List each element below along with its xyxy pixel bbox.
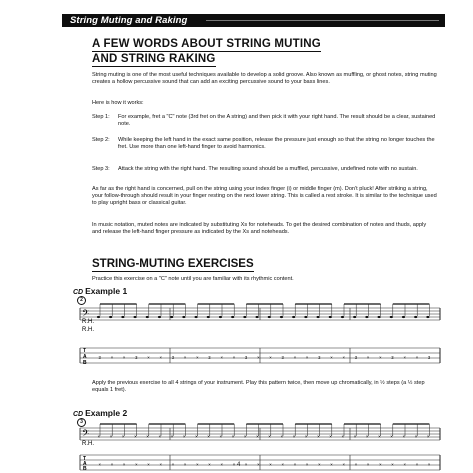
note-head <box>414 316 417 318</box>
cd-icon: CD <box>73 289 84 296</box>
tab-mark: × <box>403 462 406 467</box>
muted-note-head: × <box>256 434 259 439</box>
muted-note-head: × <box>134 434 137 439</box>
muted-note-head: × <box>219 434 223 439</box>
muted-note-head: × <box>195 434 198 439</box>
tab-mark: × <box>135 462 138 467</box>
note-head <box>402 316 405 318</box>
example-2-tab-t: T <box>83 456 87 462</box>
example-1-tab-a: A <box>83 354 87 360</box>
tab-mark: 3 <box>208 355 211 360</box>
example-2-staff <box>80 424 440 470</box>
step-1-text: For example, fret a "C" note (3rd fret on the A string) and then pick it with your right hand. The result should be a clear, sustained note. <box>118 114 436 128</box>
step-3-label: Step 3: <box>92 166 110 172</box>
example-1-track-number: 2 <box>77 296 86 305</box>
example-2-tab-b: B <box>83 466 87 472</box>
note-head <box>146 316 149 318</box>
tab-mark: × <box>293 355 297 360</box>
tab-mark: × <box>257 355 260 360</box>
tab-mark: × <box>415 462 419 467</box>
tab-mark: × <box>220 355 223 360</box>
muted-note-head: × <box>390 434 393 439</box>
tab-mark: × <box>293 462 297 467</box>
tab-mark: 3 <box>135 355 138 360</box>
muted-note-head: × <box>207 434 210 439</box>
muted-note-head: × <box>231 434 235 439</box>
muted-note-head: × <box>329 434 332 439</box>
note-head <box>158 316 161 318</box>
tab-mark: × <box>354 462 358 467</box>
tab-mark: × <box>427 462 431 467</box>
note-head <box>304 316 307 318</box>
muted-note-head: × <box>402 434 406 439</box>
example-1-staff <box>80 304 440 363</box>
muted-note-head: × <box>426 434 430 439</box>
example-2-title: Example 2 <box>85 408 128 418</box>
tab-mark: × <box>391 462 394 467</box>
note-head <box>256 316 259 318</box>
header-rule <box>206 20 439 21</box>
tab-mark: × <box>171 462 175 467</box>
tab-mark: × <box>232 462 236 467</box>
muted-note-head: × <box>268 434 271 439</box>
tab-mark: × <box>366 462 370 467</box>
note-head <box>378 316 381 318</box>
note-head <box>109 316 112 318</box>
muted-note-head: × <box>292 434 296 439</box>
tab-mark: 3 <box>171 355 175 360</box>
example-1-tab-t: T <box>83 348 87 354</box>
tab-mark: × <box>403 355 406 360</box>
tab-mark: × <box>269 355 272 360</box>
muted-note-head: × <box>121 434 125 439</box>
tab-mark: 3 <box>318 355 321 360</box>
muted-note-head: × <box>146 434 149 439</box>
bass-clef-icon: 𝄢 <box>82 309 90 321</box>
main-heading-line1: A FEW WORDS ABOUT STRING MUTING <box>92 38 321 50</box>
tab-mark: 3 <box>391 355 394 360</box>
tab-mark: × <box>281 462 284 467</box>
tab-mark: × <box>110 462 114 467</box>
note-head <box>329 316 332 318</box>
tab-mark: × <box>196 355 199 360</box>
tab-mark: × <box>318 462 321 467</box>
muted-note-head: × <box>182 434 186 439</box>
tab-mark: × <box>122 462 126 467</box>
note-head <box>268 316 271 318</box>
tab-mark: × <box>366 355 370 360</box>
section-header-bar <box>62 14 445 27</box>
tab-mark: × <box>159 462 162 467</box>
example-1-title: Example 1 <box>85 286 128 296</box>
tab-mark: × <box>159 355 162 360</box>
step-3-text: Attack the string with the right hand. The resulting sound should be a muffled, percussive, undefined note with no sustain. <box>118 166 418 172</box>
tab-mark: × <box>183 355 187 360</box>
tab-mark: × <box>330 462 333 467</box>
tab-mark: 3 <box>427 355 431 360</box>
muted-note-head: × <box>378 434 381 439</box>
note-head <box>365 316 368 318</box>
note-head <box>207 316 210 318</box>
note-head <box>182 316 185 318</box>
example-2-tab-a: A <box>83 461 87 467</box>
muted-note-head: × <box>243 434 247 439</box>
muted-note-head: × <box>280 434 284 439</box>
notation-paragraph: In music notation, muted notes are indicated by substituting Xs for noteheads. To get the desired combination of notes and thuds, apply and release the left-hand finger pressure as indicated by the Xs and noteheads. <box>92 222 427 236</box>
muted-note-head: × <box>341 434 345 439</box>
step-2-label: Step 2: <box>92 137 110 143</box>
tab-mark: × <box>220 462 223 467</box>
how-it-works-label: Here is how it works: <box>92 100 144 106</box>
main-heading-line2: AND STRING RAKING <box>92 53 216 65</box>
muted-note-head: × <box>158 434 162 439</box>
muted-note-head: × <box>365 434 369 439</box>
tab-mark: × <box>269 462 272 467</box>
tab-mark: × <box>257 462 260 467</box>
note-head <box>426 316 429 318</box>
example-2-track-number: 3 <box>77 418 86 427</box>
tab-mark: × <box>110 355 114 360</box>
tab-mark: × <box>342 355 345 360</box>
tab-mark: × <box>379 462 382 467</box>
example-1-tab-b: B <box>83 360 87 366</box>
note-head <box>390 316 393 318</box>
exercises-heading: STRING-MUTING EXERCISES <box>92 258 254 270</box>
muted-note-head: × <box>97 434 101 439</box>
note-head <box>231 316 234 318</box>
tab-mark: 3 <box>281 355 284 360</box>
tab-mark: × <box>122 355 126 360</box>
note-head <box>170 316 173 318</box>
note-head <box>121 316 124 318</box>
step-2-text: While keeping the left hand in the exact same position, release the pressure just enough so that the string no longer touches the fret. Use more than one left-hand finger to avoid harmonics. <box>118 137 435 151</box>
tab-mark: 3 <box>244 355 248 360</box>
tab-mark: × <box>415 355 419 360</box>
tab-mark: × <box>342 462 345 467</box>
muted-note-head: × <box>317 434 320 439</box>
tab-mark: × <box>147 355 150 360</box>
between-examples-paragraph: Apply the previous exercise to all 4 strings of your instrument. Play this pattern twice, then move up chromatically, in ½ steps (a ½ step equals 1 fret). <box>92 380 425 394</box>
bass-clef-icon: 𝄢 <box>82 429 90 441</box>
example-1-notation <box>0 300 473 380</box>
note-head <box>195 316 198 318</box>
section-header-title: String Muting and Raking <box>70 15 188 26</box>
tab-mark: 3 <box>354 355 358 360</box>
note-head <box>243 316 246 318</box>
step-1-label: Step 1: <box>92 114 110 120</box>
tab-mark: 3 <box>98 355 101 360</box>
tab-mark: × <box>379 355 382 360</box>
right-hand-paragraph: As far as the right hand is concerned, pull on the string using your index finger (i) or middle finger (m). Don't pluck! After striking a string, your follow-through should result in your finger resting on the next lower string. This is called a rest stroke. It is similar to the technique used to play upright bass or classical guitar. <box>92 186 437 207</box>
note-head <box>317 316 320 318</box>
intro-paragraph: String muting is one of the most useful techniques available to develop a solid groove. Also known as muffling, or ghost notes, string muting creates a hollow percussive sound that can add an exciting percussive sound to your bass lines. <box>92 72 437 86</box>
note-head <box>280 316 283 318</box>
note-head <box>341 316 344 318</box>
example-2-rh-label: R.H. <box>82 441 94 447</box>
tab-mark: × <box>98 462 101 467</box>
note-head <box>219 316 222 318</box>
tab-mark: × <box>305 462 309 467</box>
note-head <box>134 316 137 318</box>
muted-note-head: × <box>170 434 174 439</box>
tab-mark: × <box>147 462 150 467</box>
example-2-label <box>73 408 127 418</box>
page-number: 4 <box>237 462 241 468</box>
example-1-rh-label-2: R.H. <box>82 327 94 333</box>
example-1-label <box>73 286 127 296</box>
cd-icon: CD <box>73 411 84 418</box>
muted-note-head: × <box>414 434 418 439</box>
tab-mark: × <box>196 462 199 467</box>
note-head <box>353 316 356 318</box>
tab-mark: × <box>183 462 187 467</box>
tab-mark: × <box>244 462 248 467</box>
muted-note-head: × <box>353 434 357 439</box>
tab-mark: × <box>232 355 236 360</box>
tab-mark: × <box>330 355 333 360</box>
muted-note-head: × <box>109 434 113 439</box>
example-1-rh-label: R.H. <box>82 319 94 325</box>
tab-mark: × <box>305 355 309 360</box>
note-head <box>97 316 100 318</box>
tab-mark: × <box>208 462 211 467</box>
practice-instruction: Practice this exercise on a "C" note until you are familiar with its rhythmic content. <box>92 276 294 282</box>
muted-note-head: × <box>304 434 308 439</box>
note-head <box>292 316 295 318</box>
